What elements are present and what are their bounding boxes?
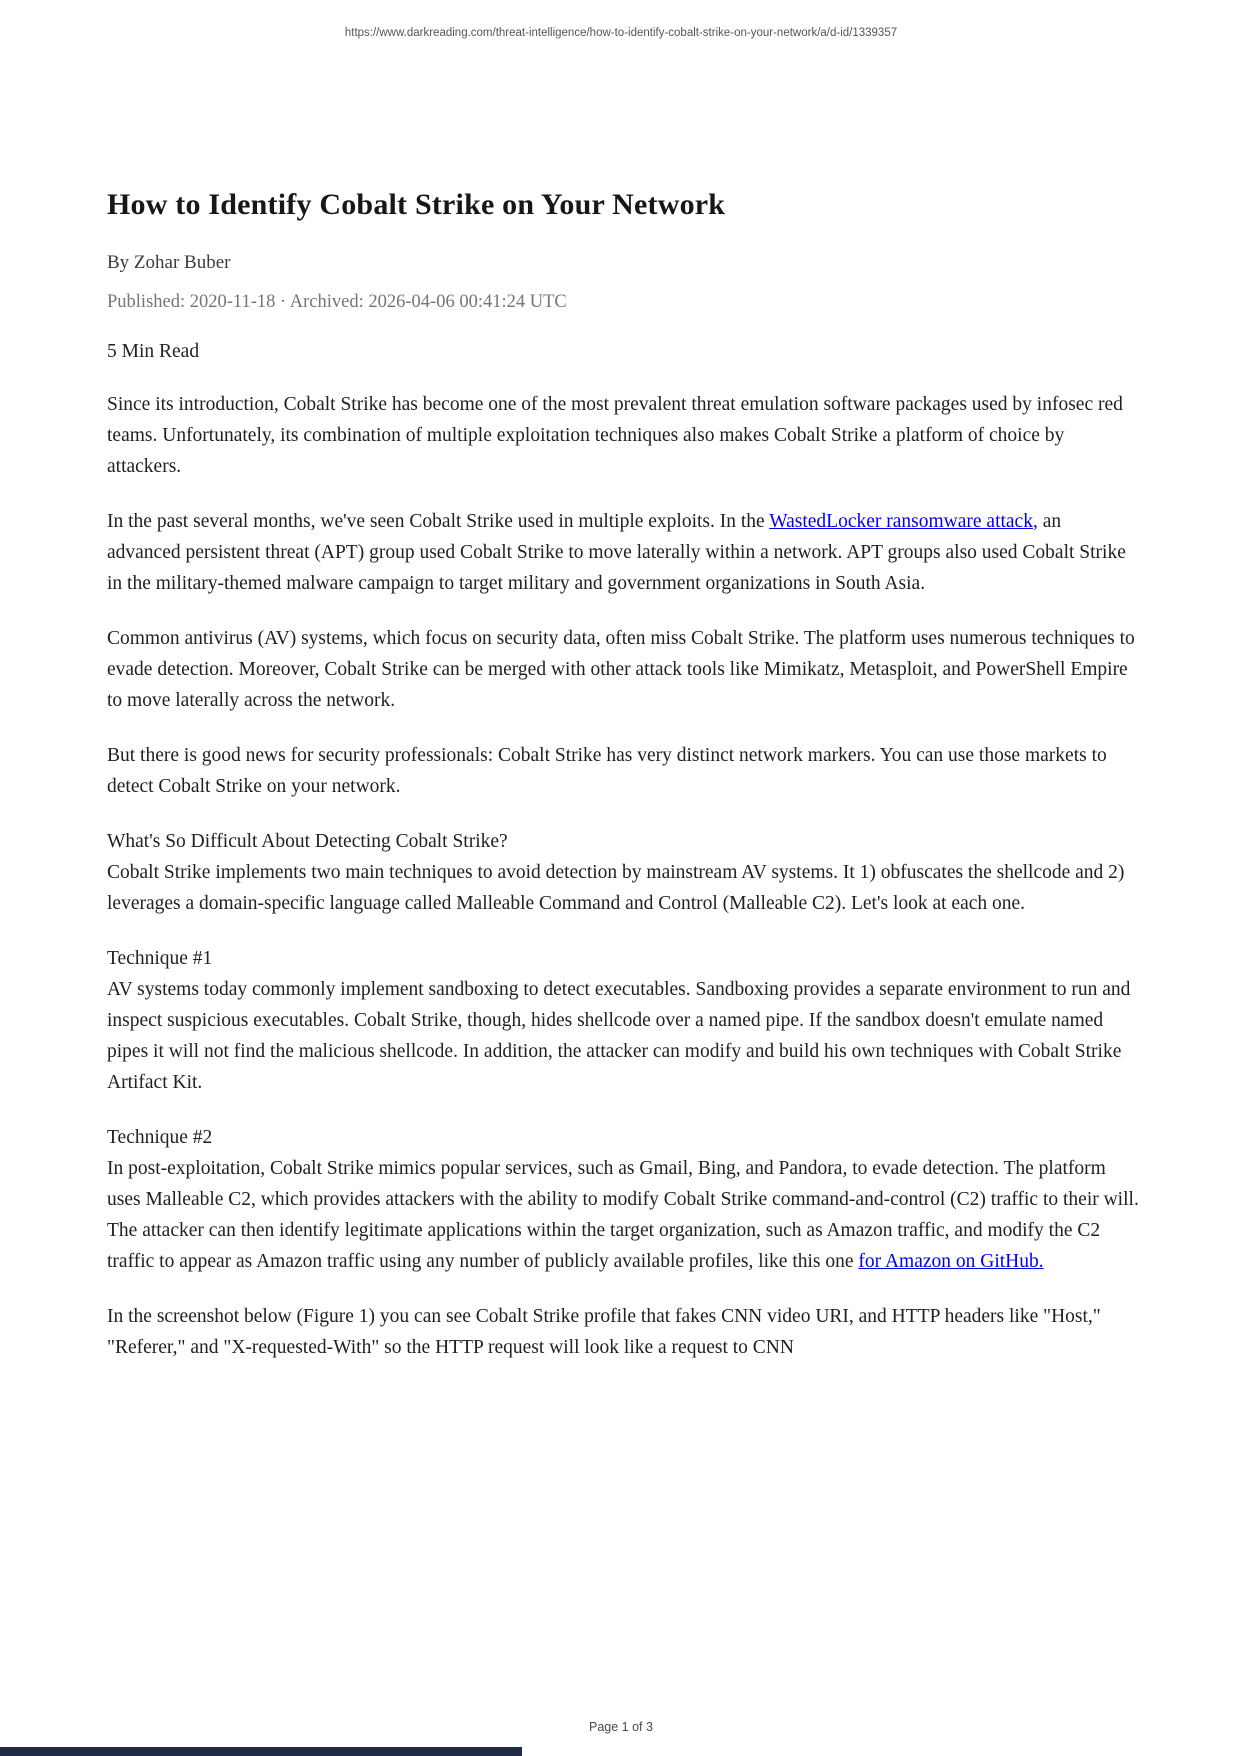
paragraph (107, 1301, 1139, 1363)
paragraph-text: Since its introduction, Cobalt Strike has become one of the most prevalent threat emulation software packages used by infosec red teams. Unfortunately, its combination of multiple exploitation techniques also makes Cobalt Strike a platform of choice by attackers. (107, 394, 1123, 477)
section-technique-2 (107, 1122, 1139, 1277)
bottom-progress-bar (0, 1747, 522, 1756)
paragraph-text: , an advanced persistent threat (APT) group used Cobalt Strike to move laterally within a network. APT groups also used Cobalt Strike in the military-themed malware campaign to target military and government organizations in South Asia. (107, 511, 1126, 594)
page-number-indicator: Page 1 of 3 (589, 1720, 653, 1734)
paragraph-text: Cobalt Strike implements two main techniques to avoid detection by mainstream AV systems. It 1) obfuscates the shellcode and 2) leverages a domain-specific language called Malleable Command and Control (Malleable C2). Let's look at each one. (107, 862, 1125, 914)
page-title: How to Identify Cobalt Strike on Your Network (107, 188, 726, 221)
paragraph (107, 506, 1139, 599)
paragraph-text: In the screenshot below (Figure 1) you can see Cobalt Strike profile that fakes CNN video URI, and HTTP headers like "Host," "Referer," and "X-requested-With" so the HTTP request will look like a request to CNN (107, 1306, 1101, 1358)
section-heading: What's So Difficult About Detecting Cobalt Strike? (107, 831, 508, 852)
paragraph-text: In the past several months, we've seen Cobalt Strike used in multiple exploits. In the (107, 511, 770, 532)
paragraph-text: AV systems today commonly implement sandboxing to detect executables. Sandboxing provides a separate environment to run and inspect suspicious executables. Cobalt Strike, though, hides shellcode over a named pipe. If the sandbox doesn't emulate named pipes it will not find the malicious shellcode. In addition, the attacker can modify and build his own techniques with Cobalt Strike Artifact Kit. (107, 979, 1131, 1093)
section-heading: Technique #1 (107, 948, 213, 969)
paragraph (107, 389, 1139, 482)
article-body (107, 188, 1139, 1387)
paragraph (107, 740, 1139, 802)
paragraph-text: In post-exploitation, Cobalt Strike mimics popular services, such as Gmail, Bing, and Pandora, to evade detection. The platform uses Malleable C2, which provides attackers with the ability to modify Cobalt Strike command-and-control (C2) traffic to their will. The attacker can then identify legitimate applications within the target organization, such as Amazon traffic, and modify the C2 traffic to appear as Amazon traffic using any number of publicly available profiles, like this one (107, 1158, 1139, 1272)
paragraph-text: But there is good news for security professionals: Cobalt Strike has very distinct network markers. You can use those markets to detect Cobalt Strike on your network. (107, 745, 1107, 797)
section-difficulty (107, 826, 1139, 919)
byline: By Zohar Buber (107, 252, 231, 273)
amazon-github-link[interactable]: for Amazon on GitHub. (858, 1251, 1044, 1272)
section-technique-1 (107, 943, 1139, 1098)
paragraph (107, 623, 1139, 716)
read-time: 5 Min Read (107, 341, 200, 362)
publish-archive-meta: Published: 2020-11-18 · Archived: 2026-04-06 00:41:24 UTC (107, 292, 567, 312)
paragraph-text: Common antivirus (AV) systems, which focus on security data, often miss Cobalt Strike. The platform uses numerous techniques to evade detection. Moreover, Cobalt Strike can be merged with other attack tools like Mimikatz, Metasploit, and PowerShell Empire to move laterally across the network. (107, 628, 1135, 711)
document-url: https://www.darkreading.com/threat-intelligence/how-to-identify-cobalt-strike-on-your-network/a/d-id/1339357 (344, 27, 898, 39)
wastedlocker-ransomware-link[interactable]: WastedLocker ransomware attack (769, 511, 1033, 532)
section-heading: Technique #2 (107, 1127, 213, 1148)
